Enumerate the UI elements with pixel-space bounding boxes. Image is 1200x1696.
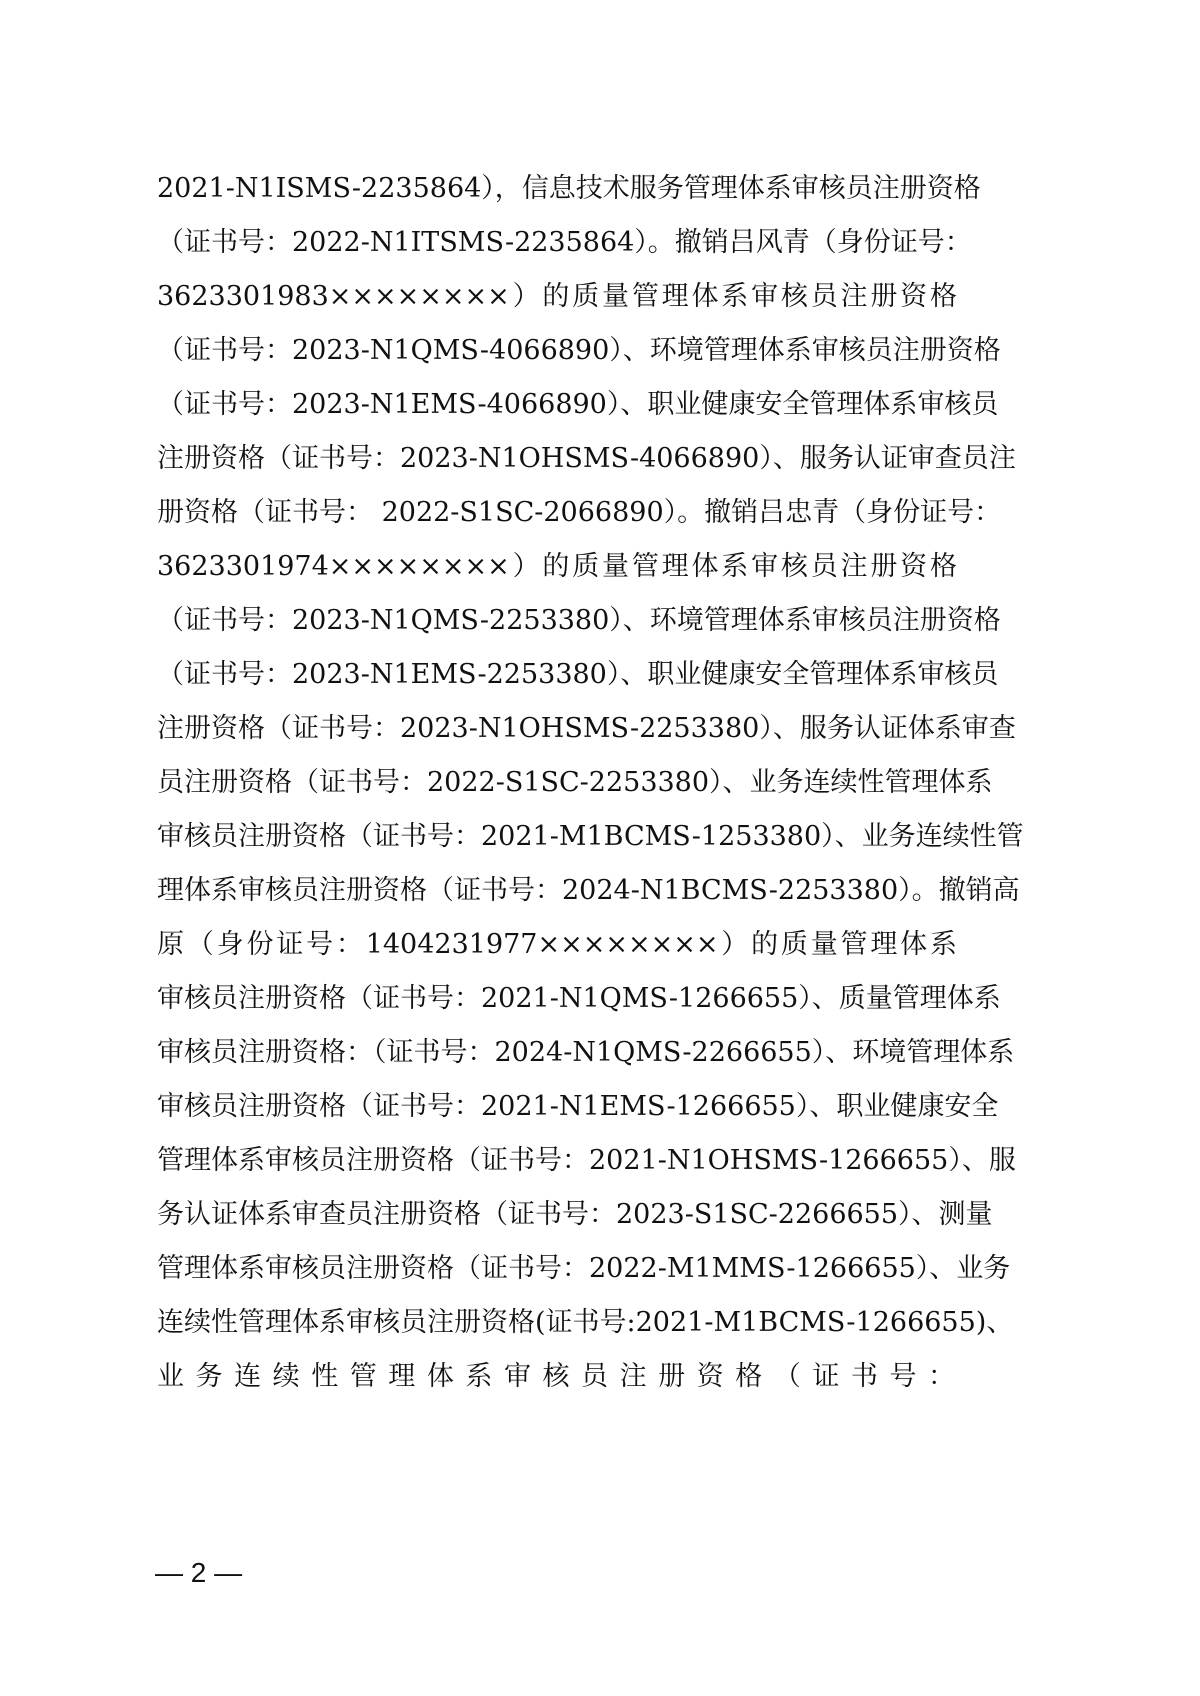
page-number: — 2 — bbox=[155, 1557, 243, 1588]
text-line-22: 连续性管理体系审核员注册资格(证书号:2021-M1BCMS-1266655)、 bbox=[157, 1307, 1014, 1338]
text-line-5: （证书号：2023-N1EMS-4066890）、职业健康安全管理体系审核员 bbox=[157, 389, 999, 420]
text-line-18: 审核员注册资格（证书号：2021-N1EMS-1266655）、职业健康安全 bbox=[157, 1091, 999, 1122]
text-line-14: 理体系审核员注册资格（证书号：2024-N1BCMS-2253380）。撤销高 bbox=[157, 875, 1020, 906]
text-line-17: 审核员注册资格：（证书号：2024-N1QMS-2266655）、环境管理体系 bbox=[157, 1037, 1015, 1068]
text-line-13: 审核员注册资格（证书号：2021-M1BCMS-1253380）、业务连续性管 bbox=[157, 821, 1024, 852]
text-line-19: 管理体系审核员注册资格（证书号：2021-N1OHSMS-1266655）、服 bbox=[157, 1145, 1016, 1176]
text-line-3: 3623301983××××××××）的质量管理体系审核员注册资格 bbox=[157, 281, 957, 312]
text-line-11: 注册资格（证书号：2023-N1OHSMS-2253380）、服务认证体系审查 bbox=[157, 713, 1016, 744]
text-line-23: 业务连续性管理体系审核员注册资格（证书号： bbox=[157, 1361, 957, 1392]
text-line-21: 管理体系审核员注册资格（证书号：2022-M1MMS-1266655）、业务 bbox=[157, 1253, 1011, 1284]
text-line-1: 2021-N1ISMS-2235864），信息技术服务管理体系审核员注册资格 bbox=[157, 173, 981, 204]
text-line-12: 员注册资格（证书号：2022-S1SC-2253380）、业务连续性管理体系 bbox=[157, 767, 993, 798]
text-line-7: 册资格（证书号： 2022-S1SC-2066890）。撤销吕忠青（身份证号： bbox=[157, 497, 1002, 528]
text-line-15: 原（身份证号：1404231977××××××××）的质量管理体系 bbox=[157, 929, 957, 960]
body-paragraph bbox=[157, 162, 1024, 1404]
text-line-4: （证书号：2023-N1QMS-4066890）、环境管理体系审核员注册资格 bbox=[157, 335, 1001, 366]
text-line-8: 3623301974××××××××）的质量管理体系审核员注册资格 bbox=[157, 551, 957, 582]
text-line-10: （证书号：2023-N1EMS-2253380）、职业健康安全管理体系审核员 bbox=[157, 659, 999, 690]
text-line-16: 审核员注册资格（证书号：2021-N1QMS-1266655）、质量管理体系 bbox=[157, 983, 1001, 1014]
text-line-9: （证书号：2023-N1QMS-2253380）、环境管理体系审核员注册资格 bbox=[157, 605, 1001, 636]
text-line-20: 务认证体系审查员注册资格（证书号：2023-S1SC-2266655）、测量 bbox=[157, 1199, 993, 1230]
text-line-2: （证书号：2022-N1ITSMS-2235864）。撤销吕风青（身份证号： bbox=[157, 227, 972, 258]
text-line-6: 注册资格（证书号：2023-N1OHSMS-4066890）、服务认证审查员注 bbox=[157, 443, 1016, 474]
